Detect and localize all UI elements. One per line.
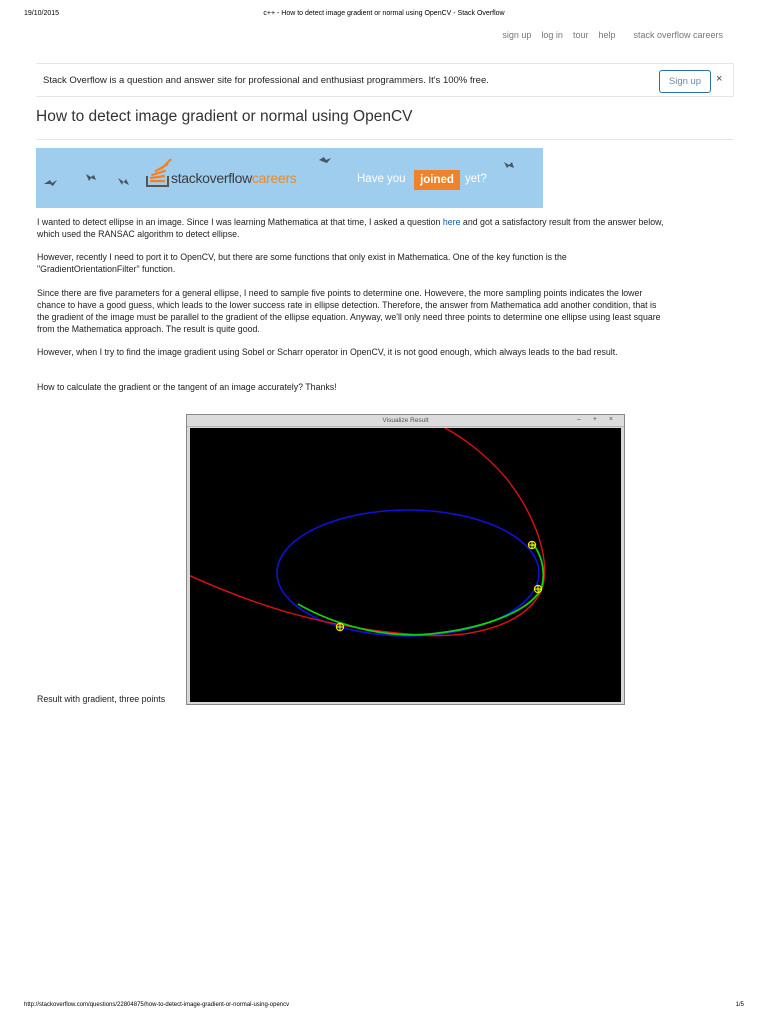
window-titlebar[interactable] (187, 415, 624, 427)
banner-message: Stack Overflow is a question and answer site for professional and enthusiast programmers. It's 100% free. (43, 75, 489, 86)
bird-icon (504, 162, 514, 168)
print-url: http://stackoverflow.com/questions/22804875/how-to-detect-image-gradient-or-normal-using-opencv (24, 1002, 290, 1008)
title-divider (36, 139, 733, 140)
bird-icon (44, 180, 57, 186)
nav-sign-up[interactable]: sign up (502, 30, 532, 40)
ad-brand: stackoverflowcareers (171, 170, 297, 186)
sample-point-marker (528, 541, 535, 548)
ad-yet: yet? (465, 173, 487, 185)
post-paragraph-5: How to calculate the gradient or the tangent of an image accurately? Thanks! (37, 382, 337, 392)
bird-icon (118, 178, 129, 185)
careers-ad-banner[interactable] (36, 148, 543, 208)
result-plot (190, 428, 621, 702)
post-paragraph-4: However, when I try to find the image gradient using Sobel or Scharr operator in OpenCV, it is not good enough, which always leads to the bad result. (37, 347, 618, 357)
ad-joined-badge: joined (414, 170, 460, 190)
nav-careers[interactable]: stack overflow careers (633, 30, 723, 40)
print-page-title: c++ - How to detect image gradient or normal using OpenCV - Stack Overflow (263, 10, 505, 17)
banner-signup-button[interactable]: Sign up (659, 70, 711, 93)
post-paragraph-1: I wanted to detect ellipse in an image. Since I was learning Mathematica at that time, I asked a question here and got a satisfactory result from the answer below, which used the RANSAC algorithm to detect ellipse. (37, 217, 664, 239)
nav-tour[interactable]: tour (572, 30, 589, 40)
print-header (0, 10, 768, 22)
post-paragraph-2: However, recently I need to port it to OpenCV, but there are some functions that only exist in Mathematica. One of the key function is the "GradientOrientationFilter" function. (37, 252, 567, 274)
question-title[interactable]: How to detect image gradient or normal using OpenCV (36, 108, 413, 125)
top-navigation (492, 30, 723, 40)
print-page-number: 1/5 (735, 1002, 744, 1008)
fitted-curve (298, 544, 543, 635)
ad-have-you: Have you (357, 173, 406, 185)
stack-logo-icon (146, 158, 172, 187)
print-date: 19/10/2015 (24, 10, 60, 17)
nav-help[interactable]: help (598, 30, 616, 40)
welcome-banner (36, 63, 734, 97)
close-icon[interactable]: × (716, 73, 723, 85)
visualize-result-window (186, 414, 625, 705)
here-link[interactable]: here (442, 217, 461, 227)
bird-icon (319, 157, 331, 163)
bird-icon (86, 174, 96, 181)
print-footer (0, 1002, 768, 1012)
window-title: Visualize Result (382, 417, 429, 424)
sample-point-marker (336, 623, 343, 630)
window-controls[interactable]: – + × (577, 416, 618, 423)
result-canvas (190, 428, 621, 702)
detected-ellipse (277, 510, 539, 636)
nav-log-in[interactable]: log in (541, 30, 563, 40)
post-paragraph-3: Since there are five parameters for a general ellipse, I need to sample five points to determine one. Howevere, the more sampling points indicates the lower chance to have a good guess, which leads to the lower success rate in ellipse detection. Therefore, the answer from Mathematica add another condition, that is the gradient of the image must be parallel to the gradient of the ellipse equation. Anyway, we'll only need three points to determine one ellipse using least square from the Mathematica approach. The result is quite good. (37, 288, 661, 334)
sample-point-marker (534, 585, 541, 592)
image-curve (190, 428, 545, 636)
image-caption: Result with gradient, three points (37, 694, 166, 704)
